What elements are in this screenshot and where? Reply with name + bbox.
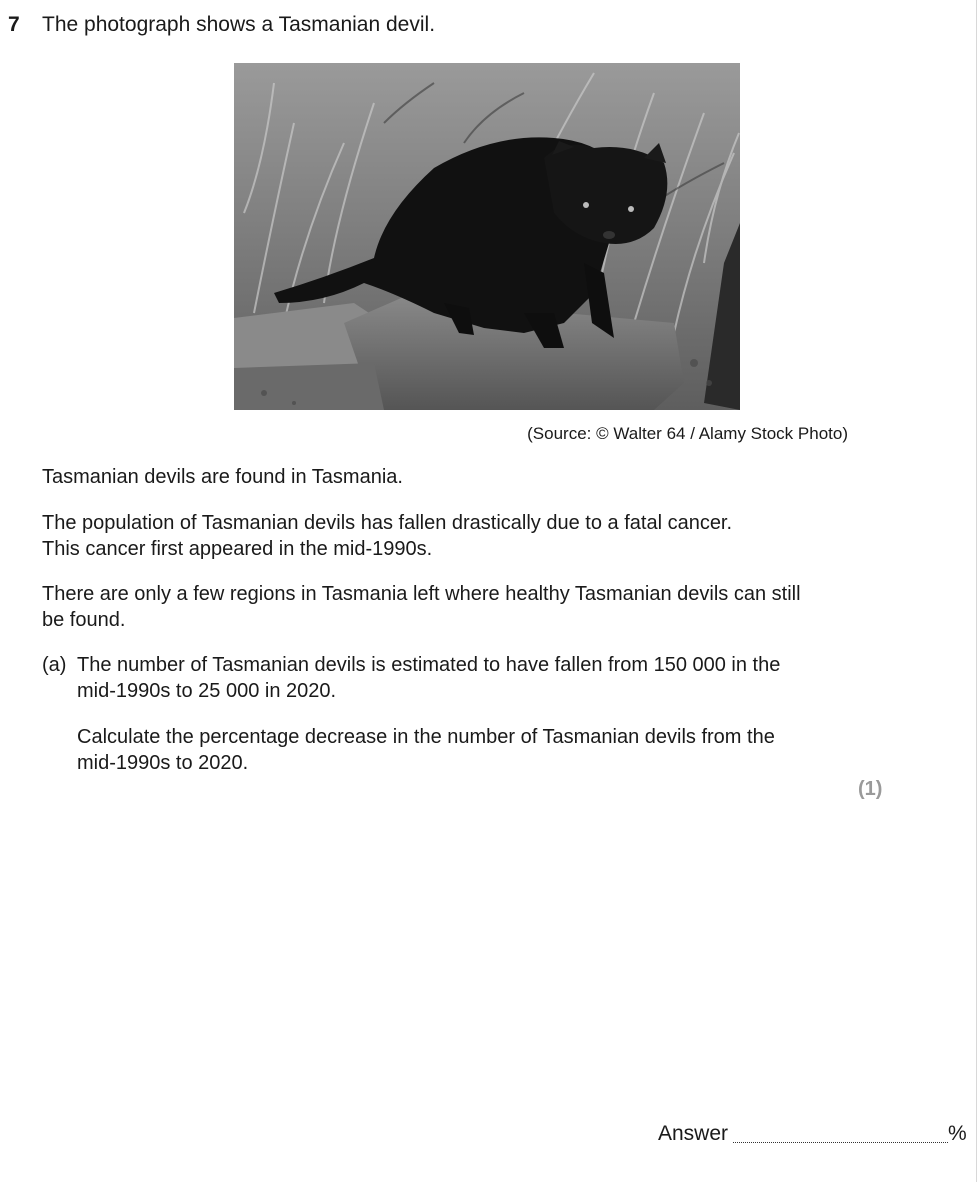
answer-unit: % xyxy=(948,1122,967,1145)
paragraph-line: Tasmanian devils are found in Tasmania. xyxy=(42,466,403,488)
part-a-stem-line: The number of Tasmanian devils is estimated to have fallen from 150 000 in the xyxy=(77,654,781,676)
paragraph-1 xyxy=(42,464,862,490)
part-a-instruction-line: mid-1990s to 2020. xyxy=(77,752,249,774)
question-number: 7 xyxy=(8,13,20,36)
answer-label: Answer xyxy=(658,1122,729,1145)
part-a-label: (a) xyxy=(42,654,67,676)
part-a-instruction-line: Calculate the percentage decrease in the number of Tasmanian devils from the xyxy=(77,726,775,748)
tasmanian-devil-photo xyxy=(234,63,740,410)
part-a-stem xyxy=(77,652,780,704)
photo-source-credit: (Source: © Walter 64 / Alamy Stock Photo) xyxy=(527,424,848,443)
paragraph-line: be found. xyxy=(42,609,126,631)
answer-field[interactable] xyxy=(733,1142,948,1143)
paragraph-2 xyxy=(42,510,862,562)
part-a-instruction xyxy=(77,724,775,776)
part-a-stem-line: mid-1990s to 25 000 in 2020. xyxy=(77,680,337,702)
question-title: The photograph shows a Tasmanian devil. xyxy=(42,13,436,36)
page-edge-rule xyxy=(976,0,977,1182)
answer-row xyxy=(658,1120,968,1148)
paragraph-line: This cancer first appeared in the mid-1990s. xyxy=(42,538,433,560)
marks-allocation: (1) xyxy=(858,778,883,800)
paragraph-line: The population of Tasmanian devils has fallen drastically due to a fatal cancer. xyxy=(42,512,733,534)
paragraph-line: There are only a few regions in Tasmania left where healthy Tasmanian devils can still xyxy=(42,583,801,605)
paragraph-3 xyxy=(42,581,862,633)
